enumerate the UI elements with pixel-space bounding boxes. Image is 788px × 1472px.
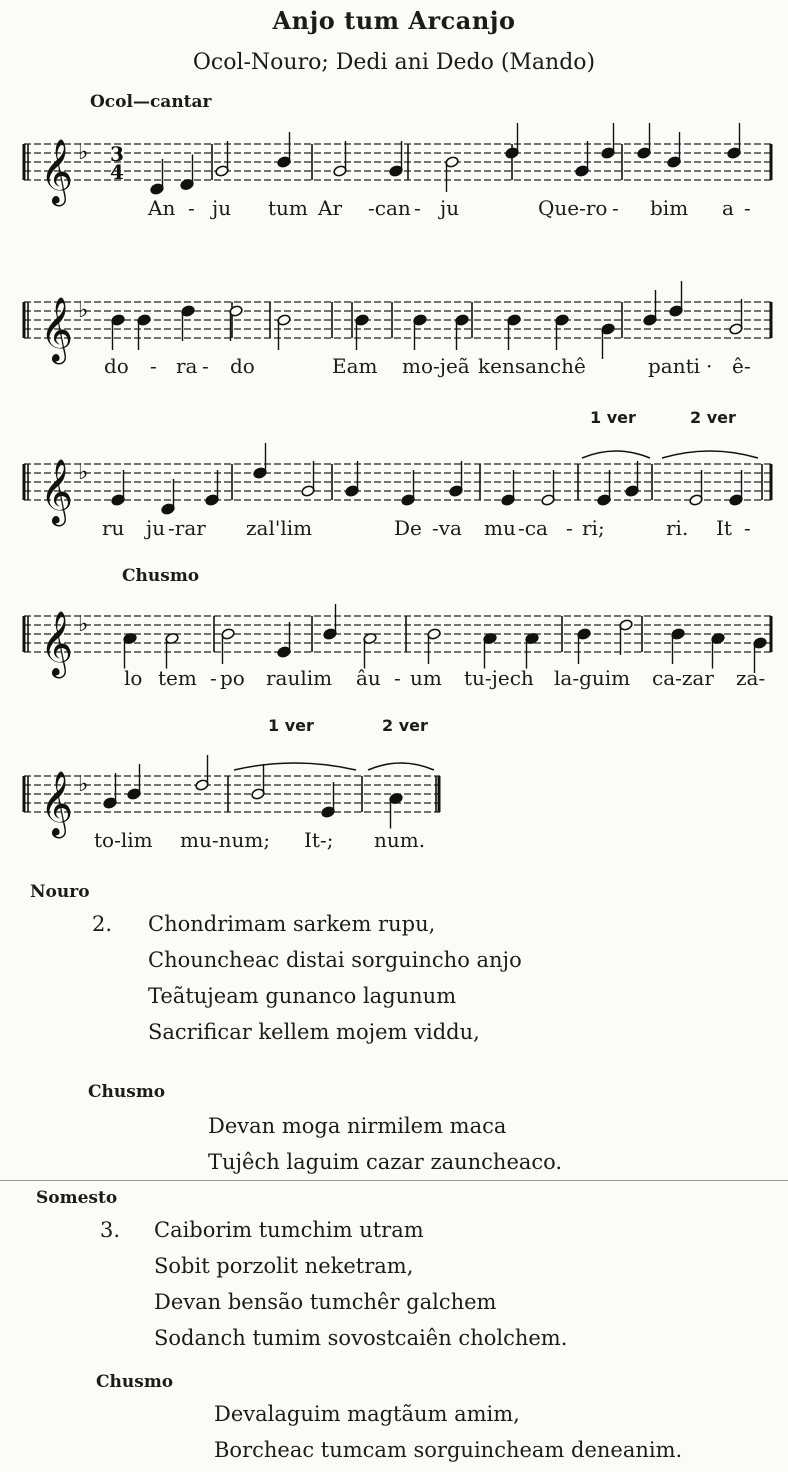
flat-icon: ♭ — [78, 460, 89, 485]
verse-line: Chouncheac distai sorguincho anjo — [148, 948, 522, 972]
volta-1-label-line5: 1 ver — [268, 716, 314, 735]
verse-2-label: Nouro — [30, 882, 90, 902]
part-label-ocol-cantar: Ocol—cantar — [90, 92, 212, 112]
volta-2-label-line5: 2 ver — [382, 716, 428, 735]
lyric-syllable: panti — [648, 354, 701, 378]
lyric-syllable: -ca — [518, 516, 548, 540]
verse-line: Borcheac tumcam sorguincheam deneanim. — [214, 1438, 683, 1462]
lyric-syllable: ri; — [582, 516, 605, 540]
verse-3-text — [154, 1212, 567, 1356]
flat-icon: ♭ — [78, 298, 89, 323]
lyric-syllable: mu — [484, 516, 516, 540]
lyric-syllable: - — [744, 196, 751, 220]
verse-line: Devan moga nirmilem maca — [208, 1114, 507, 1138]
treble-clef-icon: 𝄞 — [40, 611, 74, 676]
volta-2-label: 2 ver — [690, 408, 736, 427]
lyric-syllable: -va — [432, 516, 462, 540]
lyric-syllable: - — [150, 354, 157, 378]
lyric-syllable: mo-jeã — [402, 354, 470, 378]
chorus-1-text — [208, 1108, 562, 1180]
lyric-syllable: do — [104, 354, 129, 378]
verse-line: Chondrimam sarkem rupu, — [148, 912, 436, 936]
chorus-2-label: Chusmo — [96, 1372, 174, 1392]
treble-clef-icon: 𝄞 — [40, 459, 74, 524]
lyric-syllable: um — [410, 666, 442, 690]
lyric-syllable: - — [744, 354, 751, 378]
flat-icon: ♭ — [78, 772, 89, 797]
verse-line: Teãtujeam gunanco lagunum — [148, 984, 457, 1008]
lyric-syllable: za- — [736, 666, 766, 690]
verse-line: Sacrificar kellem mojem viddu, — [148, 1020, 480, 1044]
lyric-syllable: Que-ro — [538, 196, 608, 220]
lyric-syllable: · — [706, 354, 713, 378]
lyric-syllable: Eam — [332, 354, 378, 378]
verse-2-number: 2. — [92, 912, 113, 936]
treble-clef-icon: 𝄞 — [40, 297, 74, 362]
lyric-syllable: -can — [368, 196, 411, 220]
lyric-syllable: kensanchê — [478, 354, 586, 378]
lyric-syllable: zal'lim — [246, 516, 313, 540]
verse-line: Devan bensão tumchêr galchem — [154, 1290, 497, 1314]
verse-line: Tujêch laguim cazar zauncheaco. — [208, 1150, 563, 1174]
lyric-syllable: - — [210, 666, 217, 690]
lyric-syllable: ê — [732, 354, 744, 378]
verse-line: Sodanch tumim sovostcaiên cholchem. — [154, 1326, 568, 1350]
lyric-syllable: do — [230, 354, 255, 378]
verse-3-number: 3. — [100, 1218, 121, 1242]
chorus-2-text — [214, 1396, 682, 1468]
time-signature-bottom: 4 — [110, 160, 124, 184]
treble-clef-icon: 𝄞 — [40, 771, 74, 836]
lyric-syllable: ca-zar — [652, 666, 714, 690]
treble-clef-icon: 𝄞 — [40, 139, 74, 204]
lyric-syllable: to-lim — [94, 828, 153, 852]
lyric-syllable: - — [202, 354, 209, 378]
volta-bracket — [368, 763, 434, 770]
lyric-syllable: An — [148, 196, 176, 220]
lyric-syllable: Ar — [318, 196, 343, 220]
volta-bracket — [662, 451, 758, 458]
lyric-syllable: - — [394, 666, 401, 690]
verse-line: Caiborim tumchim utram — [154, 1218, 424, 1242]
lyric-syllable: tum — [268, 196, 308, 220]
lyric-syllable: mu-num; — [180, 828, 271, 852]
lyric-syllable: ju — [212, 196, 232, 220]
verse-2-text — [148, 906, 522, 1050]
lyric-syllable: It-; — [304, 828, 334, 852]
volta-bracket — [234, 763, 356, 770]
lyric-syllable: ru — [102, 516, 125, 540]
volta-1-label: 1 ver — [590, 408, 636, 427]
lyric-syllable: po — [220, 666, 245, 690]
flat-icon: ♭ — [78, 140, 89, 165]
volta-bracket — [582, 451, 650, 458]
flat-icon: ♭ — [78, 612, 89, 637]
lyric-syllable: De — [394, 516, 422, 540]
lyric-syllable: bim — [650, 196, 689, 220]
lyric-syllable: a — [722, 196, 734, 220]
lyric-syllable: tem — [158, 666, 197, 690]
lyric-syllable: tu-jech — [464, 666, 534, 690]
verse-line: Devalaguim magtãum amim, — [214, 1402, 520, 1426]
lyric-syllable: -rar — [168, 516, 206, 540]
lyric-syllable: - — [414, 196, 421, 220]
lyric-syllable: It — [716, 516, 732, 540]
lyric-syllable: - — [566, 516, 573, 540]
lyric-syllable: raulim — [266, 666, 333, 690]
chorus-1-label: Chusmo — [88, 1082, 166, 1102]
lyric-syllable: - — [744, 516, 751, 540]
lyric-syllable: - — [612, 196, 619, 220]
lyric-syllable: ju — [146, 516, 166, 540]
lyric-syllable: ju — [440, 196, 460, 220]
verse-line: Sobit porzolit neketram, — [154, 1254, 414, 1278]
lyric-syllable: ri. — [666, 516, 689, 540]
part-label-chusmo: Chusmo — [122, 566, 200, 586]
lyric-syllable: âu — [356, 666, 381, 690]
lyric-syllable: lo — [124, 666, 143, 690]
time-signature-top: 3 — [110, 142, 124, 166]
lyric-syllable: - — [188, 196, 195, 220]
verse-3-label: Somesto — [36, 1188, 118, 1208]
divider — [0, 1180, 788, 1181]
lyric-syllable: la-guim — [554, 666, 631, 690]
hymn-title: Anjo tum Arcanjo — [272, 6, 516, 35]
hymn-subtitle: Ocol-Nouro; Dedi ani Dedo (Mando) — [192, 50, 596, 75]
lyric-syllable: num. — [374, 828, 426, 852]
lyric-syllable: ra — [176, 354, 198, 378]
